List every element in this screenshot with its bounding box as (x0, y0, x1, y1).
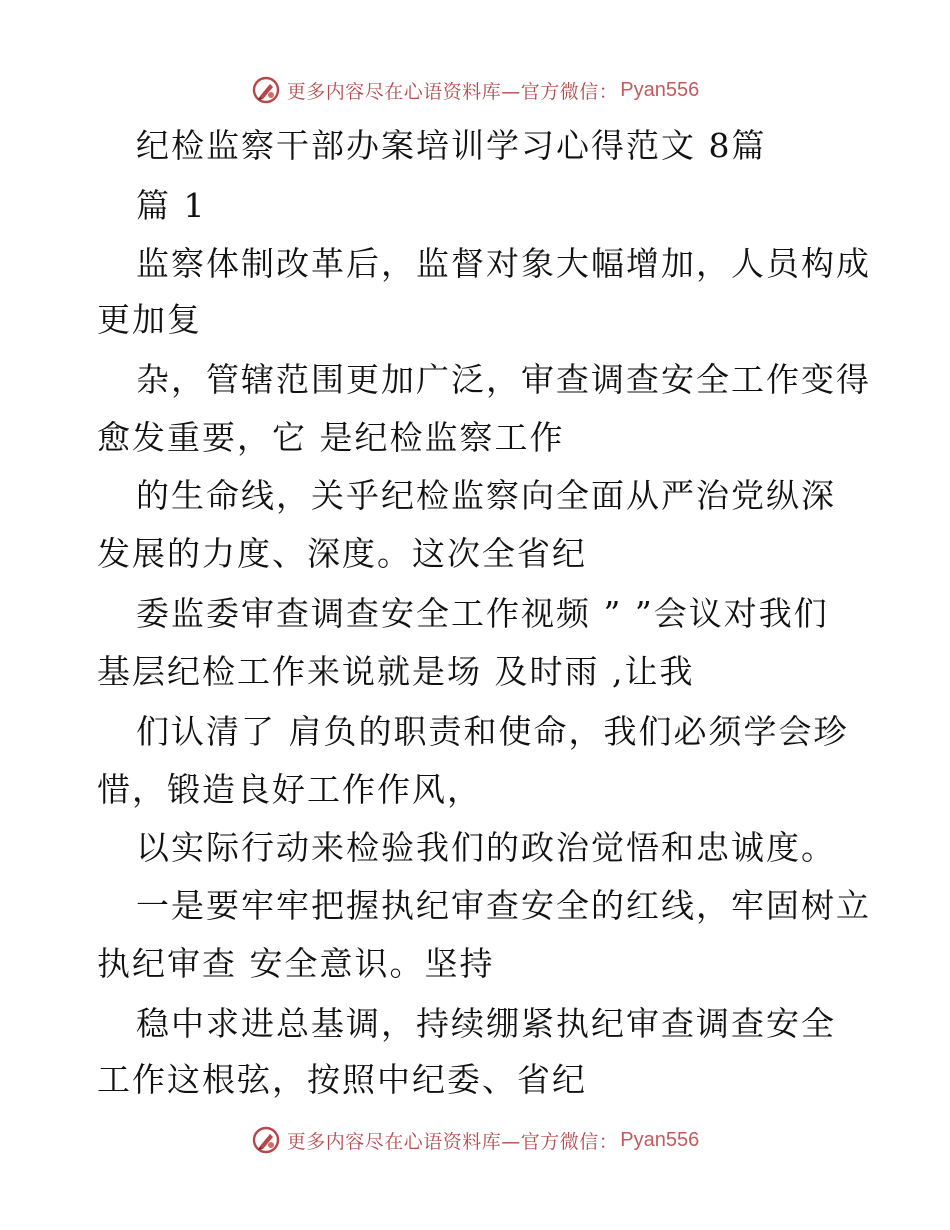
paragraph-line: 稳中求进总基调，持续绷紧执纪审查调查安全 (136, 1004, 836, 1043)
banner-text: 更多内容尽在心语资料库—官方微信： (286, 80, 619, 103)
paragraph-line: 一是要牢牢把握执纪审查安全的红线，牢固树立 (136, 886, 871, 925)
paragraph-line: 以实际行动来检验我们的政治觉悟和忠诚度。 (136, 828, 836, 867)
paragraph-line: 的生命线，关乎纪检监察向全面从严治党纵深 (136, 476, 836, 515)
section-heading: 篇 1 (136, 186, 207, 225)
footer-banner (0, 1120, 950, 1160)
paragraph-line: 们认清了 肩负的职责和使命，我们必须学会珍 (136, 712, 849, 751)
pen-logo-icon (251, 75, 281, 105)
paragraph-line: 委监委审查调查安全工作视频 ” ”会议对我们 (136, 594, 829, 633)
paragraph-line: 发展的力度、深度。这次全省纪 (97, 534, 587, 573)
document-title: 纪检监察干部办案培训学习心得范文 8篇 (136, 126, 767, 165)
paragraph-line: 杂，管辖范围更加广泛，审查调查安全工作变得 (136, 360, 871, 399)
paragraph-line: 基层纪检工作来说就是场 及时雨 ,让我 (97, 652, 695, 691)
banner-text: 更多内容尽在心语资料库—官方微信： (286, 1130, 619, 1153)
paragraph-line: 执纪审查 安全意识。坚持 (97, 944, 495, 983)
pen-logo-icon (251, 1125, 281, 1155)
banner-wechat-id: Pyan556 (620, 1128, 700, 1151)
paragraph-line: 监察体制改革后，监督对象大幅增加，人员构成 (136, 244, 871, 283)
banner-wechat-id: Pyan556 (620, 78, 700, 101)
paragraph-line: 愈发重要，它 是纪检监察工作 (97, 418, 565, 457)
header-banner (0, 70, 950, 110)
paragraph-line: 惜，锻造良好工作作风， (97, 770, 482, 809)
paragraph-line: 工作这根弦，按照中纪委、省纪 (97, 1060, 587, 1099)
paragraph-line: 更加复 (97, 300, 202, 339)
